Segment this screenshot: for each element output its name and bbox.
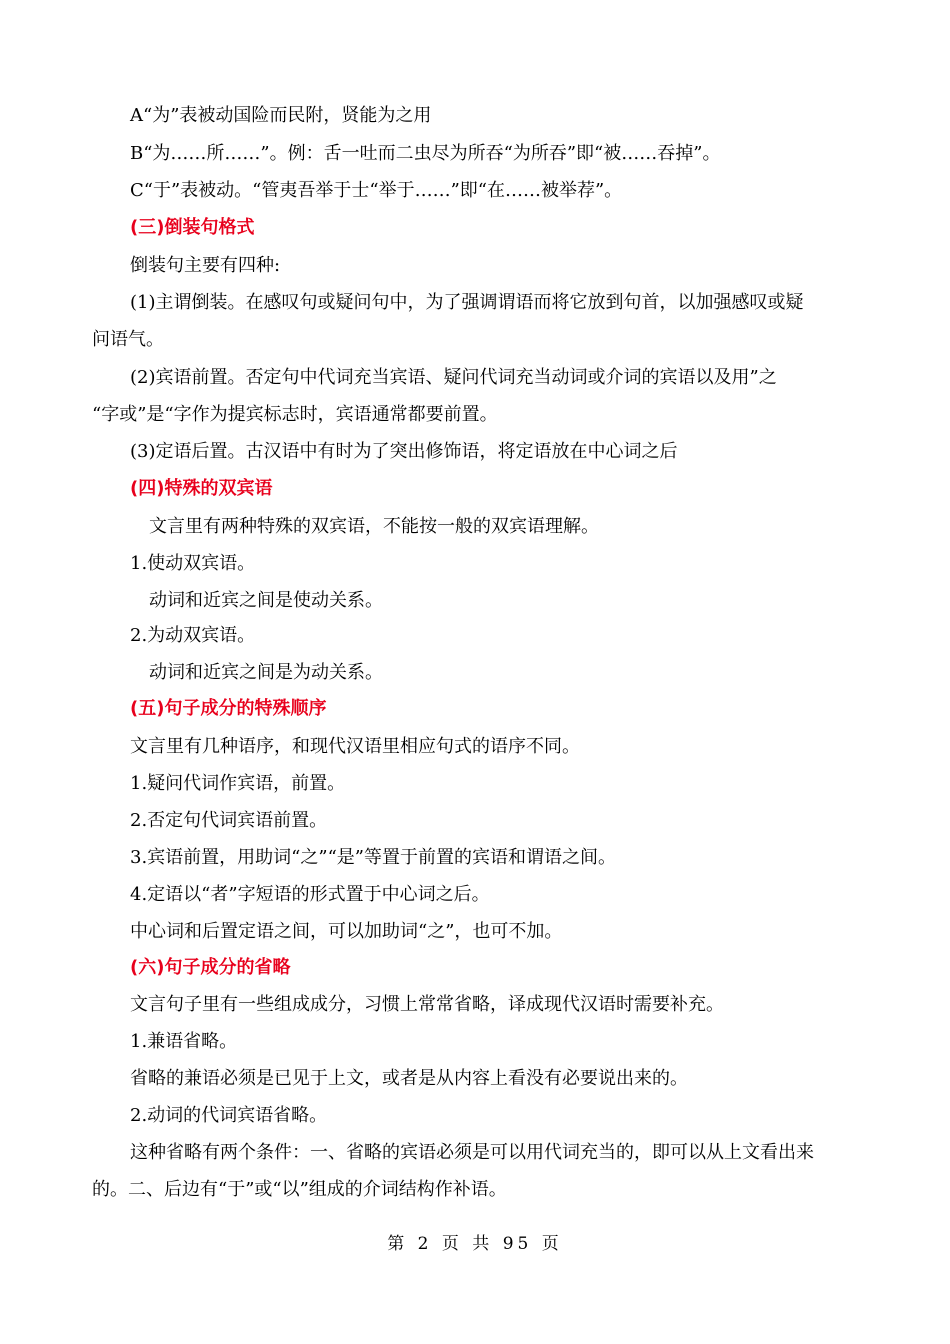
paragraph-line: “字或”是“字作为提宾标志时，宾语通常都要前置。	[92, 404, 498, 425]
paragraph-line: 文言里有几种语序，和现代汉语里相应句式的语序不同。	[130, 736, 580, 757]
paragraph-line: 的。二、后边有“于”或“以”组成的介词结构作补语。	[92, 1179, 507, 1200]
paragraph-line: 中心词和后置定语之间，可以加助词“之”，也可不加。	[130, 921, 563, 942]
paragraph-line: 动词和近宾之间是为动关系。	[149, 662, 383, 683]
paragraph-line: 文言句子里有一些组成成分，习惯上常常省略，译成现代汉语时需要补充。	[130, 994, 724, 1015]
list-item: 1.疑问代词作宾语，前置。	[130, 773, 346, 794]
list-item: 2.否定句代词宾语前置。	[130, 810, 328, 831]
list-item: 1.使动双宾语。	[130, 553, 256, 574]
paragraph-line: (2)宾语前置。否定句中代词充当宾语、疑问代词充当动词或介词的宾语以及用”之	[130, 367, 777, 388]
paragraph-line: 这种省略有两个条件：一、省略的宾语必须是可以用代词充当的，即可以从上文看出来	[130, 1142, 814, 1163]
paragraph-line: 省略的兼语必须是已见于上文，或者是从内容上看没有必要说出来的。	[130, 1068, 688, 1089]
paragraph-line: 问语气。	[92, 329, 164, 350]
section-heading-6: (六)句子成分的省略	[130, 957, 291, 978]
list-item: 3.宾语前置，用助词“之”“是”等置于前置的宾语和谓语之间。	[130, 847, 616, 868]
section-heading-5: (五)句子成分的特殊顺序	[130, 698, 327, 719]
list-item: 2.动词的代词宾语省略。	[130, 1105, 328, 1126]
paragraph-line: C“于”表被动。“管夷吾举于士“举于……”即“在……被举荐”。	[130, 180, 623, 201]
paragraph-line: A“为”表被动国险而民附，贤能为之用	[130, 105, 432, 126]
section-heading-3: (三)倒装句格式	[130, 217, 255, 238]
paragraph-line: (3)定语后置。古汉语中有时为了突出修饰语，将定语放在中心词之后	[130, 441, 678, 462]
paragraph-line: B“为……所……”。例：舌一吐而二虫尽为所吞“为所吞”即“被……吞掉”。	[130, 143, 721, 164]
paragraph-line: 动词和近宾之间是使动关系。	[149, 590, 383, 611]
section-heading-4: (四)特殊的双宾语	[130, 478, 273, 499]
paragraph-line: (1)主谓倒装。在感叹句或疑问句中，为了强调谓语而将它放到句首，以加强感叹或疑	[130, 292, 804, 313]
list-item: 4.定语以“者”字短语的形式置于中心词之后。	[130, 884, 490, 905]
page-number-footer: 第 2 页 共 95 页	[387, 1234, 563, 1254]
paragraph-line: 文言里有两种特殊的双宾语，不能按一般的双宾语理解。	[149, 516, 599, 537]
list-item: 2.为动双宾语。	[130, 625, 256, 646]
paragraph-line: 倒装句主要有四种:	[130, 255, 281, 276]
list-item: 1.兼语省略。	[130, 1031, 238, 1052]
